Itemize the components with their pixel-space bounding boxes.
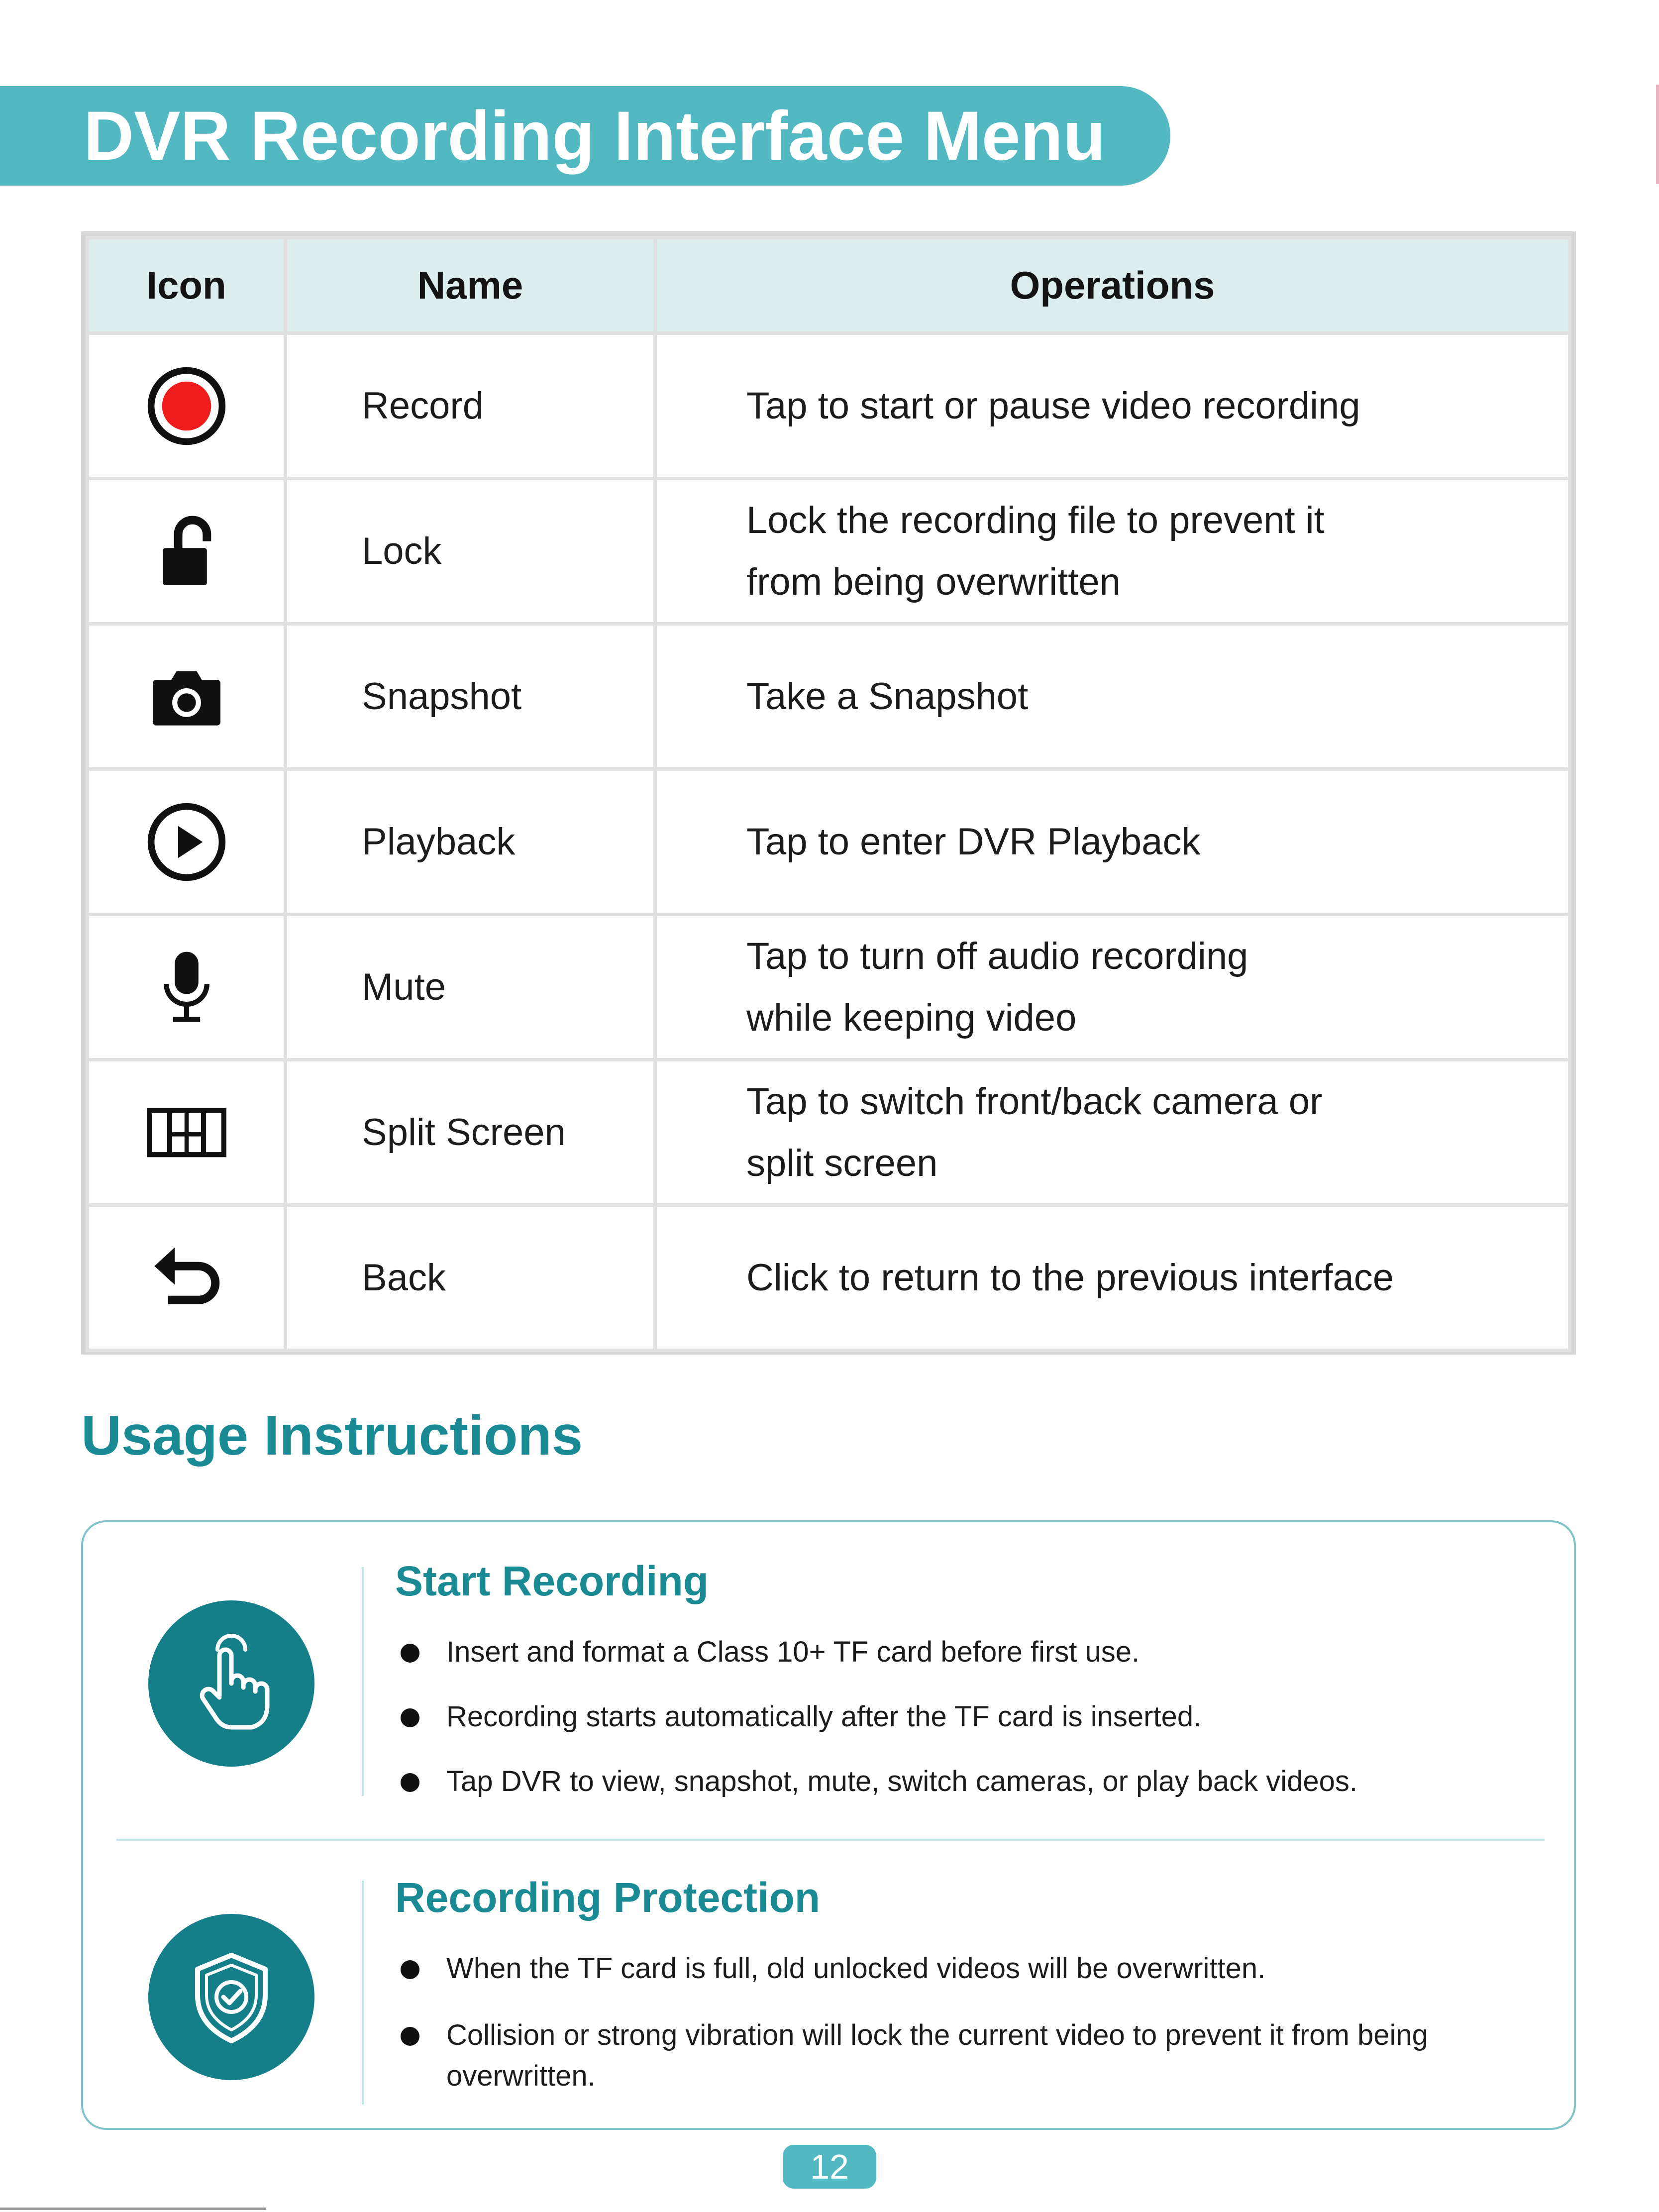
page-title: DVR Recording Interface Menu xyxy=(84,97,1106,175)
operation-line: Tap to turn off audio recording xyxy=(746,935,1248,977)
row-operation xyxy=(655,769,1570,915)
bullet-text: Tap DVR to view, snapshot, mute, switch cameras, or play back videos. xyxy=(446,1765,1358,1797)
column-header-operations: Operations xyxy=(655,238,1570,333)
icon-cell xyxy=(88,479,286,624)
operation-line: Lock the recording file to prevent it xyxy=(746,499,1325,541)
table-row xyxy=(88,479,1570,624)
operation-line: Tap to switch front/back camera or xyxy=(746,1080,1323,1123)
table-row xyxy=(88,1060,1570,1205)
card-title: Recording Protection xyxy=(395,1874,821,1921)
list-item xyxy=(397,1696,1556,1737)
column-header-icon: Icon xyxy=(88,238,286,333)
play-circle-icon xyxy=(144,800,229,884)
page-number: 12 xyxy=(783,2145,876,2189)
bullet-dot xyxy=(401,1708,419,1727)
menu-table xyxy=(81,231,1576,1355)
operation-line: Tap to enter DVR Playback xyxy=(746,820,1201,863)
bullet-list xyxy=(397,1632,1556,1802)
microphone-icon xyxy=(144,945,229,1030)
shield-icon-circle xyxy=(148,1914,314,2080)
row-name: Record xyxy=(286,333,655,479)
row-name: Playback xyxy=(286,769,655,915)
operation-line: Tap to start or pause video recording xyxy=(746,384,1360,427)
icon-cell xyxy=(88,1205,286,1351)
bullet-dot xyxy=(401,1644,419,1663)
bullet-text: Insert and format a Class 10+ TF card before first use. xyxy=(446,1636,1140,1668)
icon-cell xyxy=(88,1060,286,1205)
table-row xyxy=(88,333,1570,479)
table-header-row xyxy=(88,238,1570,333)
row-operation xyxy=(655,1205,1570,1351)
card-divider-vertical xyxy=(362,1881,364,2105)
icon-cell xyxy=(88,915,286,1060)
lock-open-icon xyxy=(144,509,229,594)
split-screen-icon xyxy=(144,1090,229,1175)
row-operation xyxy=(655,479,1570,624)
table-row xyxy=(88,769,1570,915)
camera-icon xyxy=(144,654,229,739)
bullet-dot xyxy=(401,1960,419,1979)
operation-line: Take a Snapshot xyxy=(746,675,1029,718)
icon-cell xyxy=(88,333,286,479)
column-header-name: Name xyxy=(286,238,655,333)
bullet-dot xyxy=(401,1773,419,1792)
bullet-text: Recording starts automatically after the TF card is inserted. xyxy=(446,1700,1202,1733)
bullet-dot xyxy=(401,2027,419,2046)
row-name: Lock xyxy=(286,479,655,624)
icon-cell xyxy=(88,624,286,769)
card-divider-vertical xyxy=(362,1567,364,1796)
shield-check-icon xyxy=(182,1947,281,2047)
table-row xyxy=(88,915,1570,1060)
hand-tap-icon-circle xyxy=(148,1600,314,1767)
list-item xyxy=(397,1632,1556,1673)
record-icon xyxy=(144,364,229,448)
usage-heading: Usage Instructions xyxy=(81,1404,583,1467)
card-title: Start Recording xyxy=(395,1558,709,1604)
bullet-text: Collision or strong vibration will lock the current video to prevent it from being overwritten. xyxy=(446,2019,1428,2092)
table-row xyxy=(88,1205,1570,1351)
hand-tap-icon xyxy=(182,1634,281,1733)
table-row xyxy=(88,624,1570,769)
usage-panel xyxy=(81,1520,1576,2130)
title-banner xyxy=(0,86,1170,186)
row-name: Mute xyxy=(286,915,655,1060)
operation-line: while keeping video xyxy=(746,996,1077,1039)
page-edge-mark xyxy=(1656,85,1659,184)
row-operation xyxy=(655,333,1570,479)
icon-cell xyxy=(88,769,286,915)
card-divider-horizontal xyxy=(116,1839,1545,1841)
bullet-list xyxy=(397,1948,1556,2097)
list-item xyxy=(397,2015,1556,2097)
operation-line: Click to return to the previous interface xyxy=(746,1256,1394,1299)
list-item xyxy=(397,1761,1556,1802)
operation-line: from being overwritten xyxy=(746,560,1121,603)
back-arrow-icon xyxy=(144,1236,229,1320)
row-name: Split Screen xyxy=(286,1060,655,1205)
row-operation xyxy=(655,915,1570,1060)
operation-line: split screen xyxy=(746,1142,938,1184)
row-name: Back xyxy=(286,1205,655,1351)
row-operation xyxy=(655,624,1570,769)
row-operation xyxy=(655,1060,1570,1205)
bullet-text: When the TF card is full, old unlocked videos will be overwritten. xyxy=(446,1952,1266,1985)
footer-rule xyxy=(0,2208,266,2210)
row-name: Snapshot xyxy=(286,624,655,769)
list-item xyxy=(397,1948,1556,1989)
